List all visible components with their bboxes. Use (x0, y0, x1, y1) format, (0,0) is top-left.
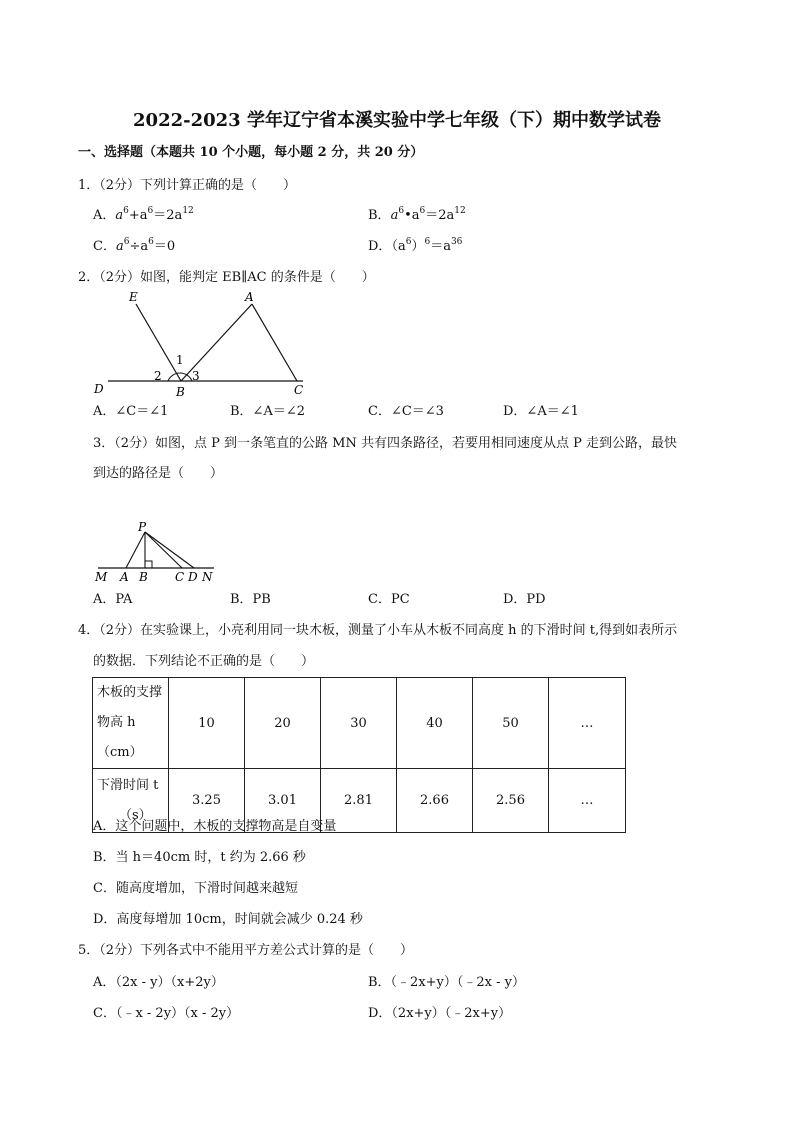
q1-option-d: D．$(a^6)^6=a^{36}$ (368, 237, 463, 254)
q3-option-b: B．PB (230, 592, 271, 607)
q3-option-a: A．PA (93, 592, 133, 607)
table-cell: 3.01 (245, 769, 321, 833)
q4-option-d: D．高度每增加 10cm，时间就会减少 0.24 秒 (93, 912, 363, 927)
label-m: M (95, 570, 108, 584)
path-pa (126, 532, 145, 568)
table-cell: 2.81 (321, 769, 397, 833)
q2-option-d: D．∠A＝∠1 (503, 404, 579, 419)
q2-option-a: A．∠C＝∠1 (93, 404, 169, 419)
label-b: B (176, 385, 185, 399)
table-cell: 30 (321, 678, 397, 769)
q1-option-c: C．$a^6\div a^6=0$ (93, 237, 176, 254)
q3-option-d: D．PD (503, 592, 546, 607)
q4-stem-line1: 4．（2分）在实验课上，小亮利用同一块木板，测量了小车从木板不同高度 h 的下滑时间 t,得到如表所示 (78, 623, 678, 638)
right-angle-mark (145, 561, 152, 568)
table-cell: 3.25 (169, 769, 245, 833)
label-n: N (202, 570, 213, 584)
q3-stem-line1: 3．（2分）如图，点 P 到一条笔直的公路 MN 共有四条路径，若要用相同速度从点 P 走到公路，最快 (93, 436, 678, 451)
q2-option-c: C．∠C＝∠3 (368, 404, 444, 419)
label-a: A (120, 570, 129, 584)
q3-option-c: C．PC (368, 592, 410, 607)
label-p: P (138, 520, 147, 534)
q2-option-b: B．∠A＝∠2 (230, 404, 305, 419)
page-title: 2022-2023 学年辽宁省本溪实验中学七年级（下）期中数学试卷 (133, 110, 661, 131)
data-table (92, 677, 626, 833)
table-cell: 20 (245, 678, 321, 769)
table-cell: 50 (473, 678, 549, 769)
table-header-cell: 木板的支撑 物高 h（cm） (93, 678, 169, 769)
label-b: B (139, 570, 148, 584)
q1-stem: 1．（2分）下列计算正确的是（ ） (78, 178, 297, 193)
q5-option-b: B．（﹣2x+y）（﹣2x - y） (368, 975, 525, 990)
section-heading: 一、选择题（本题共 10 个小题，每小题 2 分，共 20 分） (78, 145, 424, 160)
table-cell: 10 (169, 678, 245, 769)
q5-option-d: D．（2x+y）（﹣2x+y） (368, 1006, 512, 1021)
q1-option-b: B．$a^6•a^6=2a^{12}$ (368, 206, 466, 223)
table-row (93, 678, 626, 769)
table-cell: … (549, 769, 626, 833)
path-pc (145, 532, 182, 568)
label-c: C (294, 383, 304, 397)
q5-stem: 5．（2分）下列各式中不能用平方差公式计算的是（ ） (78, 943, 414, 958)
q5-option-c: C．（﹣x - 2y）（x - 2y） (93, 1006, 240, 1021)
q4-option-a: A．这个问题中，木板的支撑物高是自变量 (93, 819, 337, 834)
table-cell: 40 (397, 678, 473, 769)
q1-option-a: A．$a^6+a^6=2a^{12}$ (93, 206, 194, 223)
label-c: C (175, 570, 185, 584)
label-d: D (188, 570, 198, 584)
angle-3-label: 3 (192, 369, 200, 383)
label-d: D (94, 382, 104, 396)
label-e: E (129, 290, 138, 304)
q4-option-b: B．当 h＝40cm 时，t 约为 2.66 秒 (93, 850, 306, 865)
angle-2-label: 2 (154, 369, 162, 383)
angle-1-label: 1 (176, 353, 184, 367)
q5-option-a: A．（2x - y）（x+2y） (93, 975, 224, 990)
label-a: A (245, 290, 254, 304)
q2-stem: 2．（2分）如图，能判定 EB∥AC 的条件是（ ） (78, 270, 375, 285)
table-header-cell: 下滑时间 t （s） (93, 769, 169, 833)
q3-stem-line2: 到达的路径是（ ） (93, 466, 224, 481)
q4-option-c: C．随高度增加，下滑时间越来越短 (93, 881, 298, 896)
q4-stem-line2: 的数据．下列结论不正确的是（ ） (93, 654, 315, 669)
table-cell: … (549, 678, 626, 769)
table-cell: 2.56 (473, 769, 549, 833)
table-cell: 2.66 (397, 769, 473, 833)
